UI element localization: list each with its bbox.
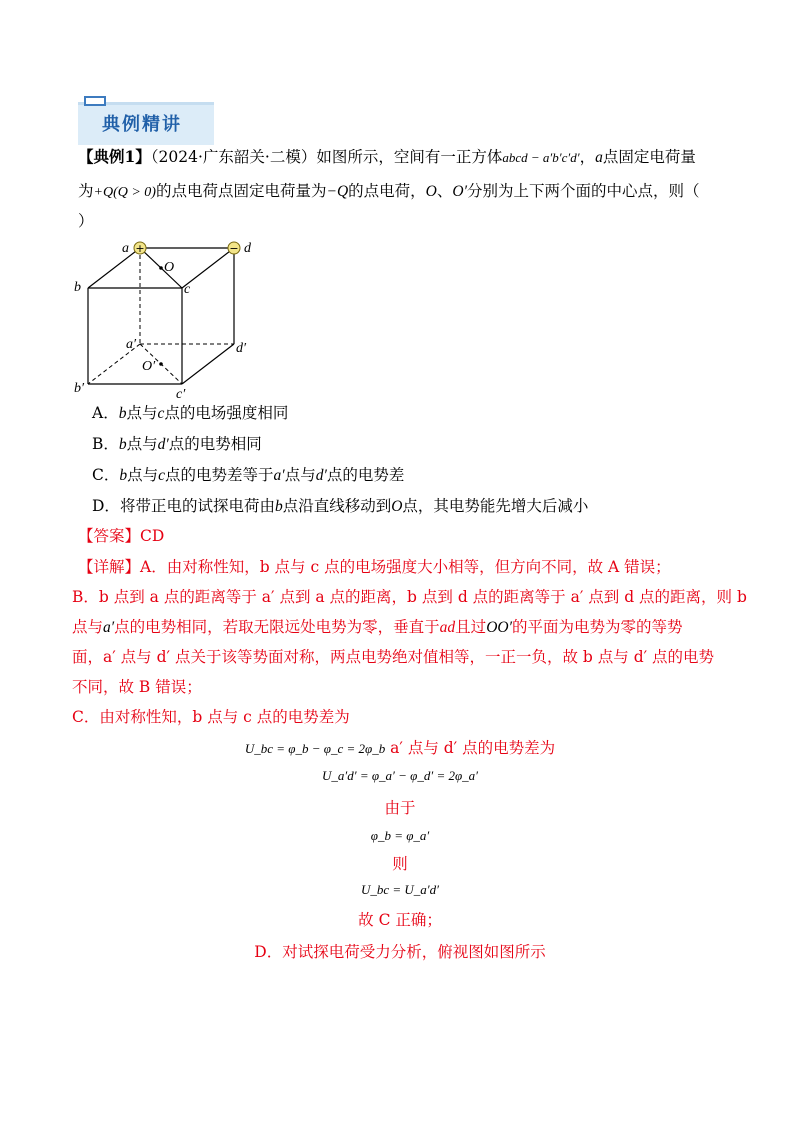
conclusion-C: 故 C 正确；	[358, 911, 442, 929]
formula-1-line	[0, 736, 800, 758]
var: b	[118, 405, 127, 422]
var: O	[391, 498, 403, 515]
question-source: （2024·广东韶关·二模）	[150, 148, 317, 166]
var: c	[158, 467, 166, 484]
option-key: C．	[92, 466, 120, 484]
question-line-3: ）	[78, 212, 94, 230]
section-title: 典例精讲	[102, 114, 182, 135]
analysis-line-1	[78, 556, 671, 578]
option-B	[92, 433, 262, 456]
question-label: 【典例1】	[78, 147, 151, 166]
minus-sign: −	[229, 242, 239, 255]
because-text: 由于	[384, 799, 416, 817]
var: OO′	[486, 619, 512, 636]
option-D	[92, 495, 588, 518]
formula-3-line	[0, 826, 800, 844]
banner-tab	[84, 96, 106, 106]
option-C	[92, 464, 404, 487]
stem-text: 的点电荷点固定电荷量为	[155, 182, 327, 200]
var: d′	[157, 436, 169, 453]
stem-text: 的点电荷，	[348, 182, 426, 200]
formula-2: U_a′d′ = φ_a′ − φ_d′ = 2φ_a′	[322, 768, 478, 783]
text: 点，其电势能先增大后减小	[402, 497, 589, 515]
edge-ab	[88, 248, 140, 288]
label-O-prime: O′	[142, 359, 156, 374]
label-a-prime: a′	[126, 337, 137, 352]
edge-c2d2	[182, 344, 234, 384]
var-O-prime: O′	[452, 183, 467, 200]
option-key: B．	[92, 435, 119, 453]
text: 将带正电的试探电荷由	[119, 497, 275, 515]
stem-text: 为	[78, 182, 94, 200]
formula-4-line	[0, 880, 800, 898]
analysis-line-2: B．b 点到 a 点的距离等于 a′ 点到 a 点的距离，b 点到 d 点的距离等于 a′ 点到 d 点的距离，则 b	[72, 588, 747, 606]
text: 点的电势相同	[168, 435, 262, 453]
var: d′	[315, 467, 327, 484]
text: 点的电势相同，若取无限远处电势为零，垂直于	[114, 618, 440, 636]
text: 点与	[127, 466, 159, 484]
point-O-prime	[159, 362, 163, 366]
text: 点与	[284, 466, 316, 484]
label-b: b	[74, 280, 81, 295]
question-line-2	[78, 180, 699, 204]
analysis-text: A．由对称性知，b 点与 c 点的电场强度大小相等，但方向不同，故 A 错误；	[140, 558, 671, 576]
analysis-line-3	[72, 616, 682, 639]
formula-3: φ_b = φ_a′	[370, 828, 430, 843]
stem-text: ，	[579, 148, 596, 166]
text: 点的电势差等于	[165, 466, 274, 484]
text: 点的电势差	[326, 466, 405, 484]
analysis-line-4: 面，a′ 点与 d′ 点关于该等势面对称，两点电势绝对值相等，一正一负，故 b 点与 d′ 点的电势	[72, 648, 715, 666]
var: b	[119, 467, 128, 484]
text: 点与	[126, 435, 158, 453]
formula-1: U_bc = φ_b − φ_c = 2φ_b	[244, 741, 386, 756]
analysis-line-D: D．对试探电荷受力分析，俯视图如图所示	[254, 943, 546, 961]
formula-1-tail: a′ 点与 d′ 点的电势差为	[390, 739, 556, 757]
option-key: D．	[92, 497, 120, 515]
label-b-prime: b′	[74, 381, 85, 396]
var: b	[118, 436, 127, 453]
stem-text: 分别为上下两个面的中心点，则（	[466, 182, 700, 200]
plus-sign: +	[135, 242, 145, 255]
label-O: O	[164, 260, 175, 275]
label-d: d	[244, 241, 251, 256]
answer-value: CD	[140, 527, 165, 545]
charge-negative: −Q	[326, 183, 349, 200]
answer-label: 【答案】	[78, 527, 141, 545]
analysis-line-5: 不同，故 B 错误；	[72, 678, 202, 696]
text: 的平面为电势为零的等势	[511, 618, 683, 636]
stem-text: 、	[436, 182, 453, 200]
formula-2-line	[0, 766, 800, 784]
var-O: O	[425, 183, 437, 200]
text: 点与	[126, 404, 158, 422]
stem-text: 如图所示，空间有一正方体	[316, 148, 503, 166]
label-c-prime: c′	[176, 387, 186, 402]
var-a: a	[595, 149, 603, 166]
question-line-1	[78, 146, 696, 169]
formula-4: U_bc = U_a′d′	[360, 882, 439, 897]
then-text: 则	[392, 855, 408, 873]
label-c: c	[184, 282, 191, 297]
cube-name: abcd − a′b′c′d′	[502, 150, 580, 165]
text: 点的电场强度相同	[164, 404, 289, 422]
text: 点与	[72, 618, 104, 636]
label-d-prime: d′	[236, 341, 247, 356]
option-key: A．	[92, 404, 119, 422]
var: c	[157, 405, 165, 422]
var: b	[274, 498, 283, 515]
text: 点沿直线移动到	[282, 497, 392, 515]
charge-positive: +Q(Q > 0)	[93, 185, 156, 200]
point-O	[159, 266, 163, 270]
var: a′	[103, 619, 115, 636]
label-a: a	[122, 241, 129, 256]
analysis-label: 【详解】	[78, 558, 141, 576]
answer-line	[78, 525, 164, 547]
analysis-line-6: C．由对称性知，b 点与 c 点的电势差为	[72, 708, 350, 726]
var: ad	[439, 619, 456, 636]
cube-figure	[60, 232, 260, 402]
text: 且过	[455, 618, 487, 636]
var: a′	[273, 467, 285, 484]
stem-text: 点固定电荷量	[602, 148, 696, 166]
option-A	[92, 402, 288, 425]
